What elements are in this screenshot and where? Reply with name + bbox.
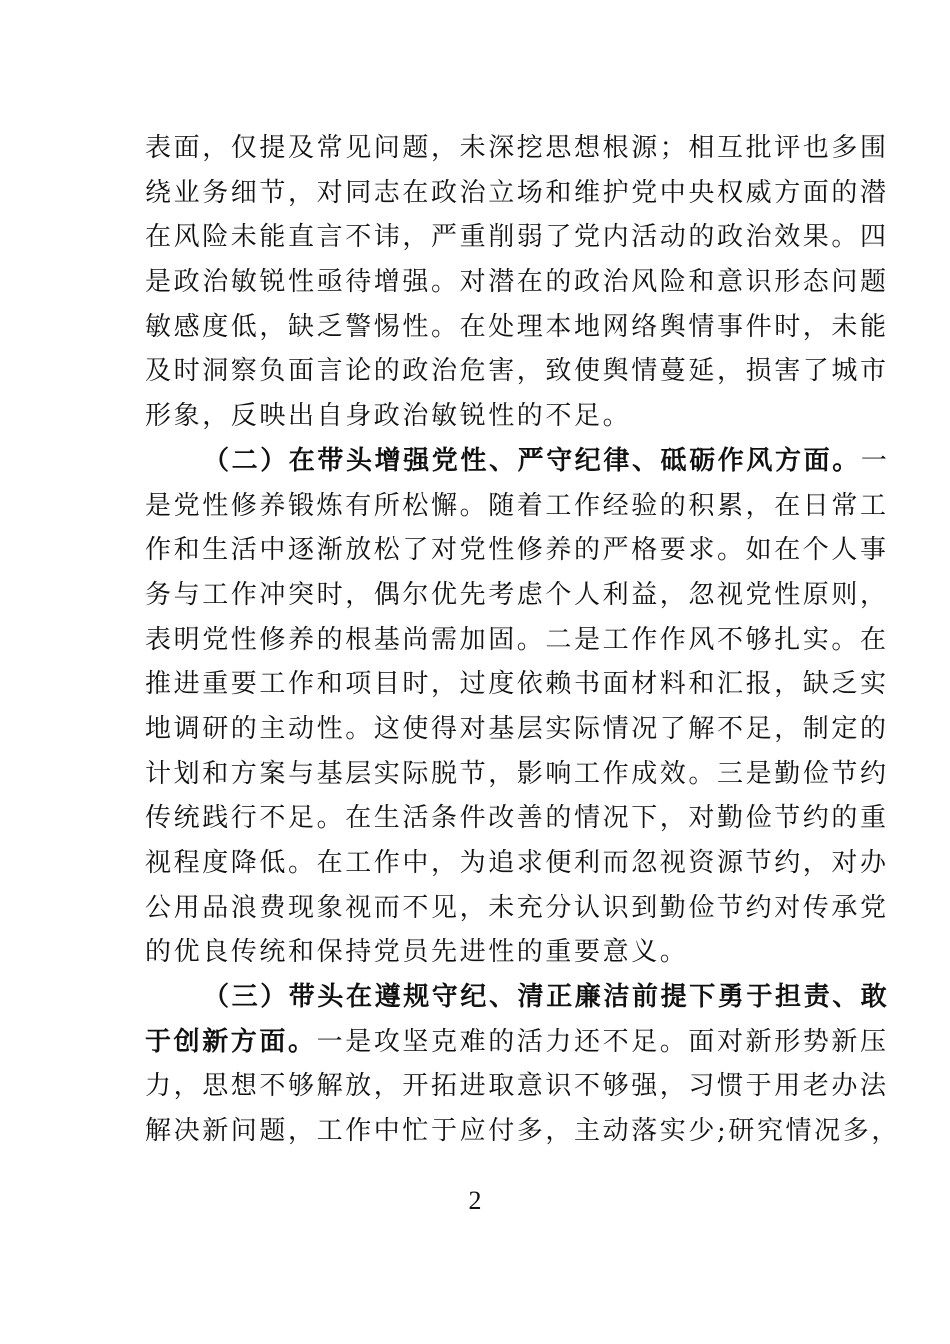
- text-line: [145, 305, 889, 350]
- line-text: 务与工作冲突时，偶尔优先考虑个人利益，忽视党性原则，: [145, 579, 889, 610]
- text-line: [145, 484, 889, 529]
- line-text: 敏感度低，缺乏警惕性。在处理本地网络舆情事件时，未能: [145, 311, 889, 342]
- text-line: [145, 618, 889, 663]
- text-line: [145, 1109, 900, 1154]
- line-text: 解决新问题，工作中忙于应付多，主动落实少;研究情况多，: [145, 1116, 900, 1147]
- line-text: 传统践行不足。在生活条件改善的情况下，对勤俭节约的重: [145, 803, 889, 834]
- text-line: [145, 1064, 889, 1109]
- body-text: [145, 126, 900, 1154]
- line-text: 绕业务细节，对同志在政治立场和维护党中央权威方面的潜: [145, 177, 889, 208]
- page-number: 2: [468, 1186, 482, 1215]
- line-text: 及时洞察负面言论的政治危害，致使舆情蔓延，损害了城市: [145, 356, 889, 387]
- text-line: [145, 841, 889, 886]
- text-line: [145, 215, 889, 260]
- text-line: [145, 394, 810, 439]
- line-text: 一是攻坚克难的活力还不足。面对新形势新压: [316, 1026, 889, 1057]
- section-heading-two: （二）在带头增强党性、严守纪律、砥砺作风方面。: [203, 445, 861, 476]
- text-line: [145, 528, 889, 573]
- text-line: [145, 930, 810, 975]
- line-text: 推进重要工作和项目时，过度依赖书面材料和汇报，缺乏实: [145, 669, 889, 700]
- text-line: [145, 171, 889, 216]
- line-text: 表面，仅提及常见问题，未深挖思想根源；相互批评也多围: [145, 133, 889, 163]
- line-text: 是党性修养锻炼有所松懈。随着工作经验的积累，在日常工: [145, 490, 889, 521]
- line-text: 计划和方案与基层实际脱节，影响工作成效。三是勤俭节约: [145, 758, 889, 789]
- line-text: 力，思想不够解放，开拓进取意识不够强，习惯于用老办法: [145, 1071, 889, 1102]
- line-text: 地调研的主动性。这使得对基层实际情况了解不足，制定的: [145, 713, 889, 744]
- line-text: 的优良传统和保持党员先进性的重要意义。: [145, 937, 689, 968]
- text-line: [145, 662, 889, 707]
- text-line: [145, 126, 889, 171]
- section-heading-line: [145, 975, 890, 1020]
- section-heading-continuation-line: [145, 1020, 889, 1065]
- text-line: [145, 573, 889, 618]
- line-text: 表明党性修养的根基尚需加固。二是工作作风不够扎实。在: [145, 624, 889, 655]
- section-heading-three: （三）带头在遵规守纪、清正廉洁前提下勇于担责、敢: [203, 982, 890, 1013]
- text-line: [145, 260, 889, 305]
- line-text: 是政治敏锐性亟待增强。对潜在的政治风险和意识形态问题: [145, 267, 889, 298]
- line-text: 形象，反映出自身政治敏锐性的不足。: [145, 401, 632, 432]
- line-text: 公用品浪费现象视而不见，未充分认识到勤俭节约对传承党: [145, 892, 889, 923]
- line-text: 一: [860, 445, 890, 476]
- line-text: 视程度降低。在工作中，为追求便利而忽视资源节约，对办: [145, 848, 889, 878]
- text-line: [145, 349, 889, 394]
- text-line: [145, 752, 889, 797]
- section-heading-three-cont: 于创新方面。: [145, 1026, 317, 1057]
- text-line: [145, 707, 889, 752]
- line-text: 作和生活中逐渐放松了对党性修养的严格要求。如在个人事: [145, 535, 889, 566]
- text-line: [145, 796, 889, 841]
- section-heading-line: [145, 439, 890, 484]
- text-line: [145, 886, 889, 931]
- line-text: 在风险未能直言不讳，严重削弱了党内活动的政治效果。四: [145, 222, 889, 253]
